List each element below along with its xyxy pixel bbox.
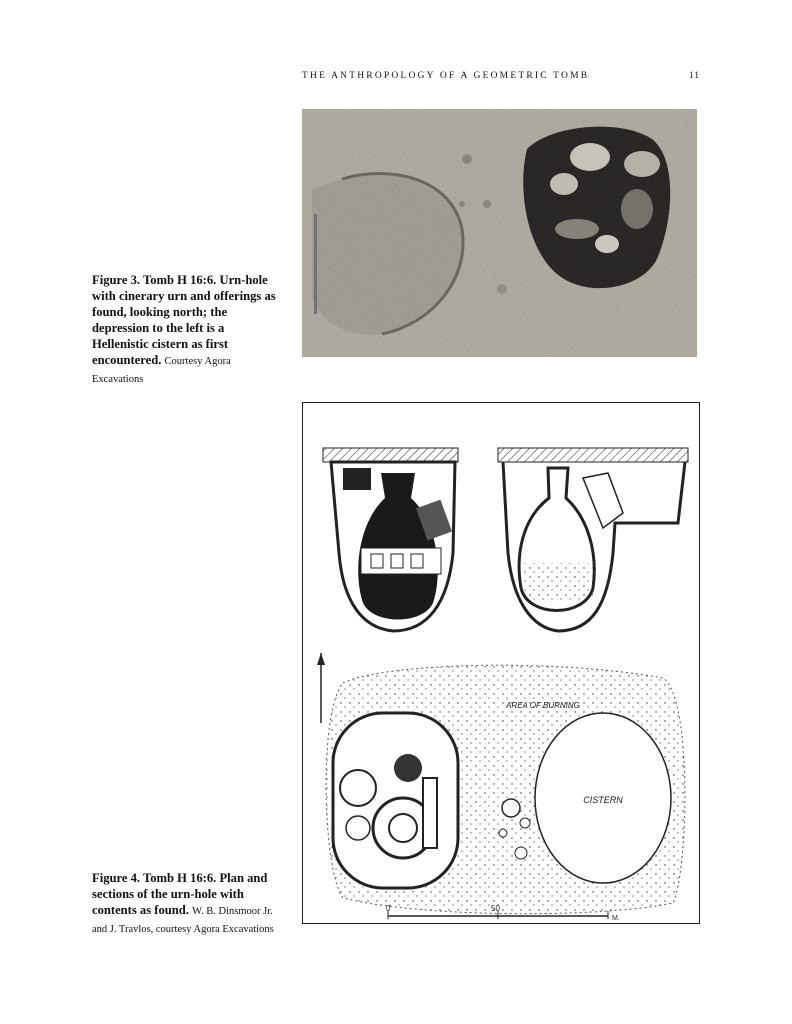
figure4-caption-credit: W. B. Dinsmoor Jr. and J. Travlos, courtesy Agora Excavations: [92, 906, 274, 935]
page-number: 11: [688, 71, 700, 81]
figure3-photo: [302, 109, 697, 357]
scale-mid: 50: [491, 904, 500, 913]
figure4-caption-text: Figure 4. Tomb H 16:6. Plan and sections of the urn-hole with contents as found.: [92, 871, 268, 917]
running-head-title: THE ANTHROPOLOGY OF A GEOMETRIC TOMB: [302, 71, 590, 81]
figure4-drawing: [302, 402, 700, 924]
label-cistern: CISTERN: [583, 795, 623, 805]
label-area-of-burning: AREA OF BURNING: [506, 701, 580, 710]
scale-unit: M.: [612, 915, 620, 922]
figure4-caption: [92, 870, 282, 938]
figure3-caption: [92, 272, 282, 388]
figure3-caption-text: Figure 3. Tomb H 16:6. Urn-hole with cinerary urn and offerings as found, looking north; the depression to the left is a Hellenistic cistern as first encountered.: [92, 273, 276, 367]
scale-zero: 0: [386, 904, 391, 913]
figure3-caption-credit: Courtesy Agora Excavations: [92, 356, 231, 385]
